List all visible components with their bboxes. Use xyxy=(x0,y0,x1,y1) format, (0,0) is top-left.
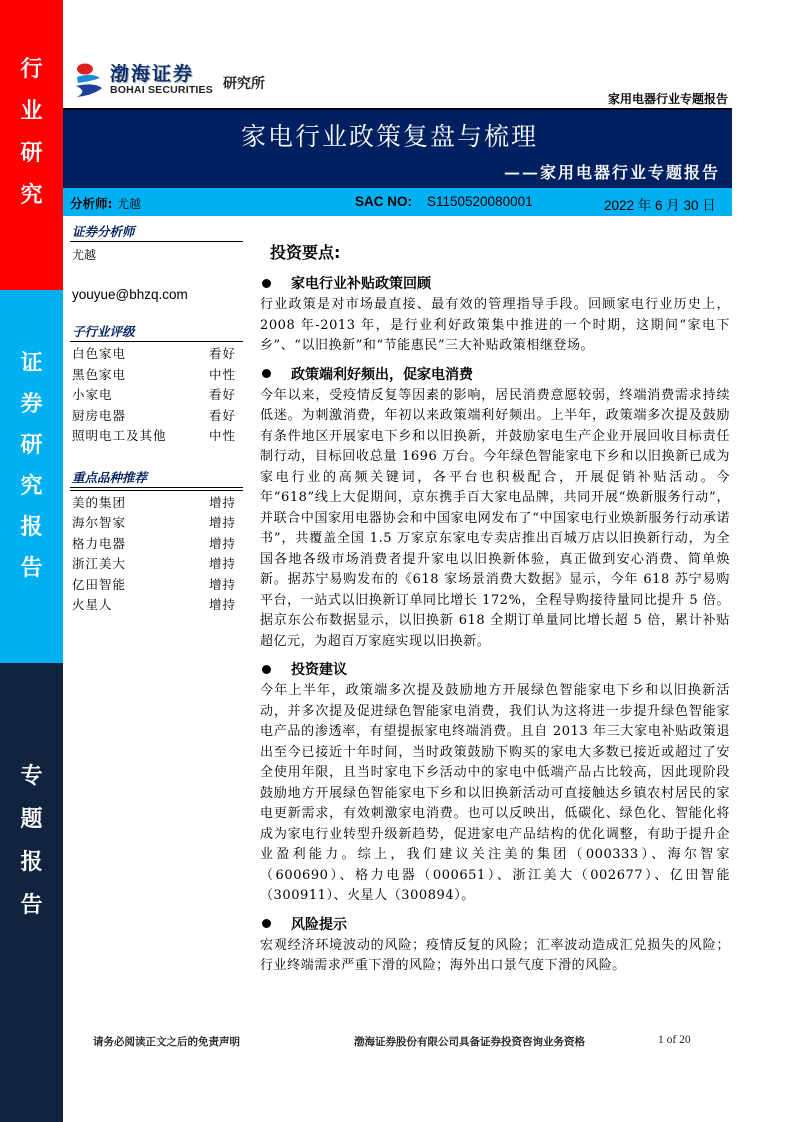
side-band xyxy=(0,0,63,1122)
rating-row xyxy=(72,426,236,447)
stock-name: 火星人 xyxy=(72,597,113,612)
logo-text-en: BOHAI SECURITIES xyxy=(110,84,213,96)
section-body: 行业政策是对市场最直接、最有效的管理指导手段。回顾家电行业历史上，2008 年-2013 年，是行业利好政策集中推进的一个时期，这期间“家电下乡”、“以旧换新”和“节能惠民”三大补贴政策相继登场。 xyxy=(260,297,730,353)
side-char: 业 xyxy=(20,98,43,124)
side-char: 报 xyxy=(20,849,43,875)
analyst-section-heading: 证券分析师 xyxy=(70,222,243,242)
section-heading-text: 政策端利好频出，促家电消费 xyxy=(291,366,473,383)
title-banner xyxy=(63,108,732,188)
sub-industry-rating: 中性 xyxy=(208,428,236,443)
sub-industry-name: 黑色家电 xyxy=(72,366,127,382)
side-band-special-report xyxy=(0,663,63,1122)
stock-row xyxy=(72,595,236,616)
bullet-icon xyxy=(262,919,271,928)
sub-industry-rating: 看好 xyxy=(208,346,236,361)
logo-text-cn: 渤海证券 xyxy=(110,63,195,85)
stock-rating: 增持 xyxy=(208,576,236,592)
key-recommendations-heading: 重点品种推荐 xyxy=(70,468,243,491)
side-char: 专 xyxy=(20,763,43,789)
section-heading-text: 风险提示 xyxy=(291,916,347,933)
side-char: 研 xyxy=(20,432,43,458)
side-char: 究 xyxy=(20,182,43,208)
sub-industry-name: 照明电工及其他 xyxy=(72,428,167,443)
sub-industry-name: 小家电 xyxy=(72,387,113,402)
sub-industry-rating: 看好 xyxy=(208,387,236,402)
stock-row xyxy=(72,534,236,555)
stock-row xyxy=(72,493,236,514)
stock-rating: 增持 xyxy=(208,556,236,571)
side-char: 报 xyxy=(20,514,43,540)
left-info-column xyxy=(72,222,238,616)
page-footer xyxy=(63,1031,732,1051)
stock-name: 亿田智能 xyxy=(72,576,127,592)
section-heading-text: 投资建议 xyxy=(291,662,347,678)
stock-name: 美的集团 xyxy=(72,494,127,510)
report-title: 家电行业政策复盘与梳理 xyxy=(241,122,539,151)
stock-name: 浙江美大 xyxy=(72,556,127,571)
section-heading xyxy=(260,913,730,935)
bohai-logo-icon xyxy=(74,61,104,99)
analyst-name: 尤越 xyxy=(117,197,142,211)
section-heading xyxy=(260,658,730,680)
bullet-icon xyxy=(262,665,271,674)
section-heading-text: 家电行业补贴政策回顾 xyxy=(291,276,431,292)
stock-rating: 增持 xyxy=(208,494,236,510)
bullet-icon xyxy=(262,279,271,288)
stock-row xyxy=(72,513,236,534)
section-body: 今年上半年，政策端多次提及鼓励地方开展绿色智能家电下乡和以旧换新活动，并多次提及促进绿色智能家电消费，我们认为这将进一步提升绿色智能家电产品的渗透率，有望提振家电终端消费。且自 2013 年三大家电补贴政策退出至今已接近十年时间，当时政策鼓励下购买的家电大多数已接近或超过了安全使用年限，且当时家电下乡活动中的家电中低端产品占比较高，因此现阶段鼓励地方开展绿色智能家电下乡和以旧换新活动可直接触达乡镇农村居民的家电更新需求，有效刺激家电消费。也可以反映出，低碳化、绿色化、智能化将成为家电行业转型升级新趋势，促进家电产品结构的优化调整，有助于提升企业盈利能力。综上，我们建议关注美的集团（000333）、海尔智家（600690）、格力电器（000651）、浙江美大（002677）、亿田智能（300911）、火星人（300894）。 xyxy=(260,683,730,903)
qualification-note: 渤海证券股份有限公司具备证券投资咨询业务资格 xyxy=(354,1036,585,1048)
stock-row xyxy=(72,575,236,596)
side-char: 研 xyxy=(20,140,43,166)
bullet-icon xyxy=(262,369,271,378)
analyst-email[interactable]: youyue@bhzq.com xyxy=(72,287,188,302)
analyst-strip xyxy=(63,188,732,216)
report-date: 2022 年 6 月 30 日 xyxy=(604,198,716,213)
section-body: 宏观经济环境波动的风险；疫情反复的风险；汇率波动造成汇兑损失的风险；行业终端需求严重下滑的风险；海外出口景气度下滑的风险。 xyxy=(260,937,730,973)
side-band-industry-research xyxy=(0,0,63,290)
side-char: 行 xyxy=(20,56,43,82)
sac-number: S1150520080001 xyxy=(427,194,533,209)
rating-row xyxy=(72,344,236,365)
side-char: 告 xyxy=(20,892,43,918)
stock-rating: 增持 xyxy=(208,535,236,551)
side-char: 究 xyxy=(20,473,43,499)
sac-label: SAC NO: xyxy=(355,194,412,209)
side-char: 告 xyxy=(20,555,43,581)
section-heading xyxy=(260,363,730,385)
sub-industry-rating: 中性 xyxy=(208,366,236,382)
rating-row xyxy=(72,406,236,427)
report-subtitle: ——家用电器行业专题报告 xyxy=(503,163,720,182)
section-heading xyxy=(260,272,730,294)
logo-text xyxy=(110,64,213,96)
company-logo xyxy=(74,60,265,100)
analyst-name-detail: 尤越 xyxy=(72,248,97,262)
key-points-column xyxy=(260,240,730,983)
stock-name: 格力电器 xyxy=(72,535,127,551)
rating-row xyxy=(72,385,236,406)
side-char: 券 xyxy=(20,391,43,417)
rating-row xyxy=(72,365,236,386)
stock-rating: 增持 xyxy=(208,515,236,530)
stock-rating: 增持 xyxy=(208,597,236,612)
sub-industry-ratings-list xyxy=(72,344,238,447)
stock-row xyxy=(72,554,236,575)
stock-name: 海尔智家 xyxy=(72,515,127,530)
sub-industry-name: 厨房电器 xyxy=(72,407,127,423)
logo-suffix: 研究所 xyxy=(222,76,265,92)
side-char: 题 xyxy=(20,806,43,832)
side-char: 证 xyxy=(20,350,43,376)
analyst-label: 分析师: xyxy=(70,196,113,211)
section-body: 今年以来，受疫情反复等因素的影响，居民消费意愿较弱，终端消费需求持续低迷。为刺激消费，年初以来政策端利好频出。上半年，政策端多次提及鼓励有条件地区开展家电下乡和以旧换新，并鼓励家电生产企业开展回收目标责任制行动，目标回收总量 1696 万台。今年绿色智能家电下乡和以旧换新已成为家电行业的高频关键词，各平台也积极配合，开展促销补贴活动。今年“618”线上大促期间，京东携手百大家电品牌，共同开展“焕新服务行动”，并联合中国家用电器协会和中国家电网发布了“中国家电行业焕新服务行动承诺书”，共覆盖全国 1.5 万家京东家电专卖店推出百城万店以旧换新行动，为全国各地各级市场消费者提升家电以旧换新体验，真正做到安心消费、简单焕新。据苏宁易购发布的《618 家场景消费大数据》显示，今年 618 苏宁易购平台，一站式以旧换新订单同比增长 172%，全程导购接待量同比提升 5 倍。据京东公布数据显示，以旧换新 618 全期订单量同比增长超 5 倍，累计补贴超亿元，为超百万家庭实现以旧换新。 xyxy=(260,387,730,649)
sub-industry-name: 白色家电 xyxy=(72,346,127,361)
sub-industry-rating: 看好 xyxy=(208,407,236,423)
key-recommendations-list xyxy=(72,493,238,616)
disclaimer-note: 请务必阅读正文之后的免责声明 xyxy=(93,1036,240,1048)
page-number: 1 of 20 xyxy=(658,1034,691,1046)
key-points-title: 投资要点: xyxy=(270,243,341,262)
sub-industry-ratings-heading: 子行业评级 xyxy=(70,322,243,342)
report-type-label: 家用电器行业专题报告 xyxy=(607,92,728,106)
side-band-securities-report xyxy=(0,290,63,663)
